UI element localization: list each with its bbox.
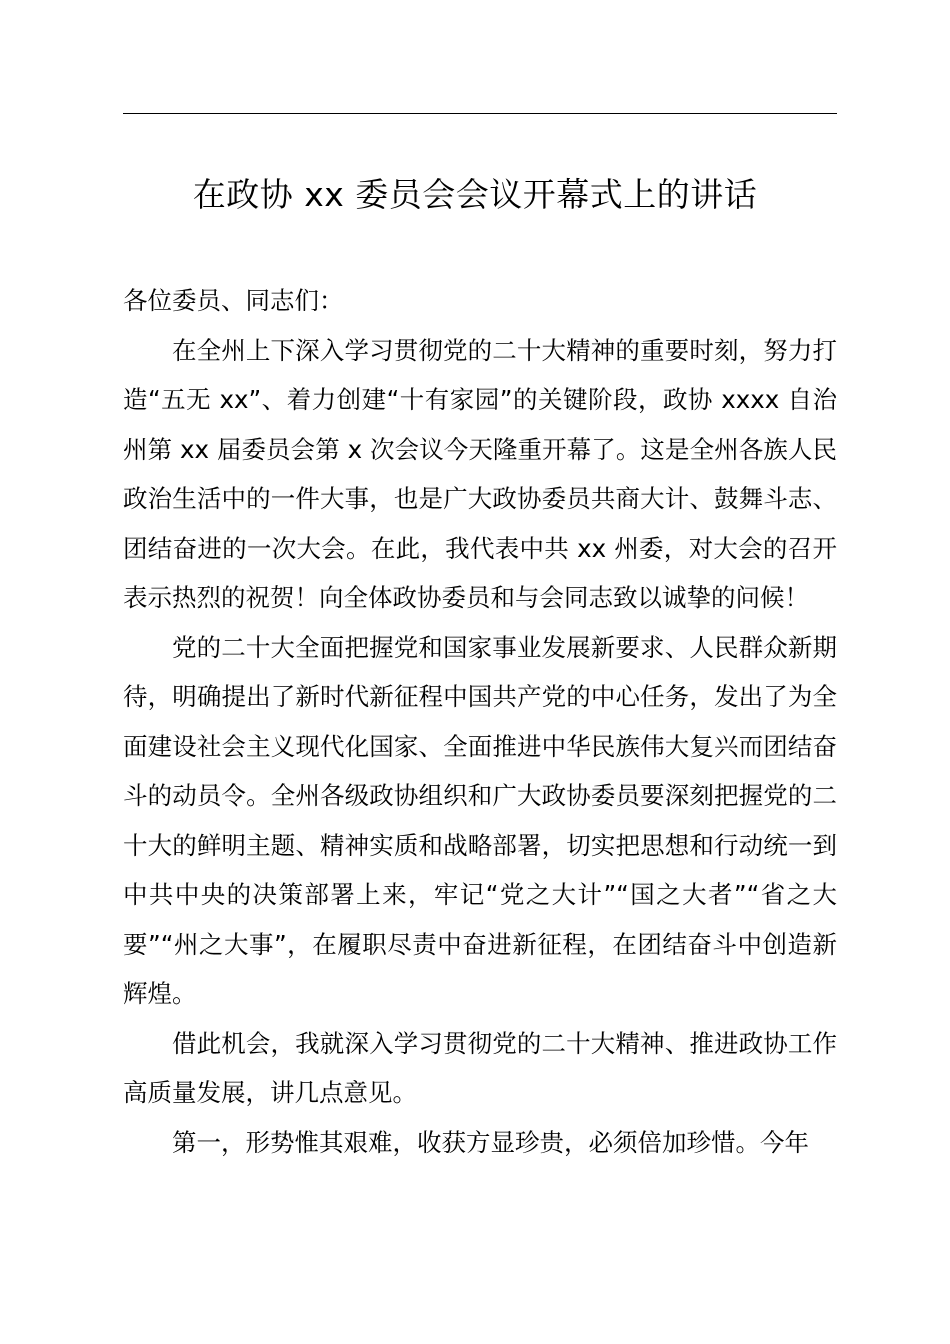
- document-body: [123, 276, 837, 1167]
- paragraph-1: 在全州上下深入学习贯彻党的二十大精神的重要时刻，努力打造“五无 xx”、着力创建“十有家园”的关键阶段，政协 xxxx 自治州第 xx 届委员会第 x 次会议今天隆重开幕了。这是全州各族人民政治生活中的一件大事，也是广大政协委员共商大计、鼓舞斗志、团结奋进的一次大会。在此，我代表中共 xx 州委，对大会的召开表示热烈的祝贺！向全体政协委员和与会同志致以诚挚的问候！: [123, 335, 837, 612]
- document-title: 在政协 xx 委员会会议开幕式上的讲话: [192, 175, 758, 214]
- header-rule: [123, 113, 837, 114]
- salutation: 各位委员、同志们：: [123, 286, 344, 315]
- paragraph-3: 借此机会，我就深入学习贯彻党的二十大精神、推进政协工作高质量发展，讲几点意见。: [123, 1028, 837, 1107]
- paragraph-2: 党的二十大全面把握党和国家事业发展新要求、人民群众新期待，明确提出了新时代新征程中国共产党的中心任务，发出了为全面建设社会主义现代化国家、全面推进中华民族伟大复兴而团结奋斗的动员令。全州各级政协组织和广大政协委员要深刻把握党的二十大的鲜明主题、精神实质和战略部署，切实把思想和行动统一到中共中央的决策部署上来，牢记“党之大计”“国之大者”“省之大要”“州之大事”，在履职尽责中奋进新征程，在团结奋斗中创造新辉煌。: [123, 632, 837, 1008]
- paragraph-4: 第一，形势惟其艰难，收获方显珍贵，必须倍加珍惜。今年: [172, 1127, 809, 1157]
